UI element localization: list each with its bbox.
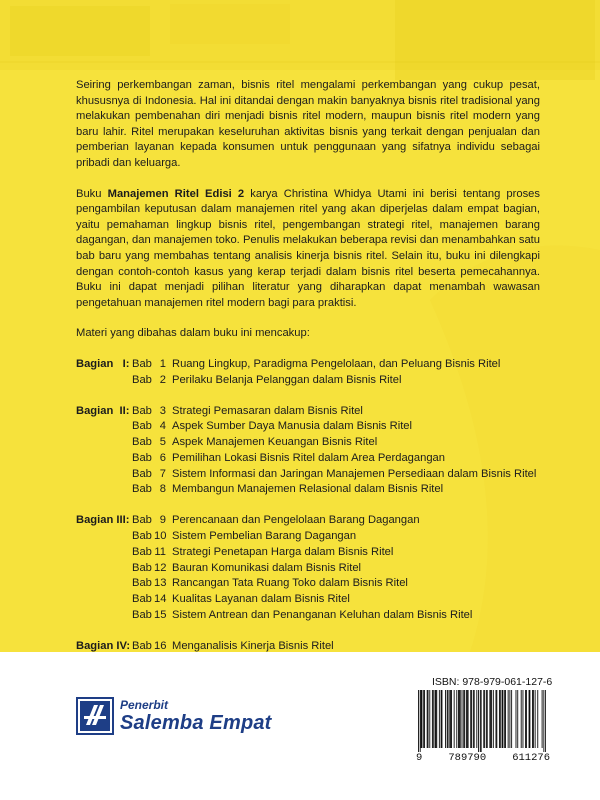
chapter-title: Bauran Komunikasi dalam Bisnis Ritel — [172, 561, 362, 574]
chapter-title: Perilaku Belanja Pelanggan dalam Bisnis Ritel — [172, 373, 402, 386]
barcode-bar — [427, 690, 428, 748]
chapter-title: Strategi Pemasaran dalam Bisnis Ritel — [172, 404, 363, 417]
barcode-bar — [529, 690, 530, 748]
paragraph-book — [76, 187, 540, 312]
toc-part — [76, 404, 540, 499]
barcode-bar — [504, 690, 505, 748]
barcode-digits — [416, 752, 550, 764]
isbn-barcode — [418, 690, 546, 752]
barcode-bar — [489, 690, 490, 748]
barcode-digit-right: 611276 — [512, 752, 550, 764]
barcode-bar — [500, 690, 501, 748]
barcode-bar — [442, 690, 443, 748]
barcode-bar — [439, 690, 440, 748]
barcode-bar — [535, 690, 536, 748]
chapter-num: 13 — [154, 577, 167, 590]
barcode-bar — [423, 690, 424, 748]
chapter-bab: Bab — [132, 451, 152, 464]
chapter-row — [132, 576, 540, 592]
barcode-bar — [471, 690, 472, 748]
chapter-row — [132, 529, 540, 545]
barcode-bar — [473, 690, 474, 748]
chapter-bab: Bab — [132, 404, 152, 417]
barcode-bar — [429, 690, 430, 748]
chapter-bab: Bab — [132, 373, 152, 386]
chapter-title: Rancangan Tata Ruang Toko dalam Bisnis Ritel — [172, 577, 408, 590]
chapter-num: 14 — [154, 593, 167, 606]
chapter-bab: Bab — [132, 357, 152, 370]
chapter-title: Ruang Lingkup, Paradigma Pengelolaan, dan Peluang Bisnis Ritel — [172, 357, 501, 370]
text-area — [76, 78, 540, 652]
chapter-bab: Bab — [132, 483, 152, 496]
chapter-num: 8 — [159, 483, 166, 496]
chapter-bab: Bab — [132, 436, 152, 449]
chapter-row — [132, 561, 540, 577]
barcode-digit-left: 789790 — [448, 752, 487, 764]
chapter-num: 12 — [154, 561, 167, 574]
barcode-bar — [496, 690, 497, 748]
chapter-row — [132, 419, 540, 435]
toc-part — [76, 513, 540, 624]
barcode-bar — [470, 690, 471, 748]
barcode-bar — [487, 690, 488, 748]
barcode-bar — [451, 690, 452, 748]
chapter-bab: Bab — [132, 545, 152, 558]
chapter-bab: Bab — [132, 609, 152, 622]
barcode-bar — [441, 690, 442, 748]
barcode-bar — [474, 690, 475, 748]
barcode-bar — [454, 690, 455, 748]
barcode-bar — [435, 690, 436, 748]
barcode-bar — [502, 690, 503, 748]
barcode-bar — [484, 690, 485, 748]
chapter-title: Perencanaan dan Pengelolaan Barang Dagangan — [172, 514, 420, 527]
barcode-bar — [428, 690, 429, 748]
barcode-bar — [458, 690, 459, 748]
toc-part — [76, 357, 540, 389]
barcode-bar — [424, 690, 425, 748]
barcode-bar — [433, 690, 434, 748]
chapter-title: Kualitas Layanan dalam Bisnis Ritel — [172, 593, 350, 606]
barcode-bar — [432, 690, 433, 748]
barcode-bar — [486, 690, 487, 748]
barcode-bar — [532, 690, 533, 748]
chapter-title: Membangun Manajemen Relasional dalam Bisnis Ritel — [172, 483, 444, 496]
barcode-bar — [525, 690, 526, 748]
barcode-bar — [516, 690, 517, 748]
para2-rest: karya Christina Whidya Utami ini berisi tentang proses pengambilan keputusan dalam manajemen ritel yang akan diperjelas dalam empat bagian, yaitu pemahaman lingkup bisnis ritel, pengembangan strategi ritel, manajemen barang dagangan, dan manajemen toko. Penulis melakukan beberapa revisi dan menambahkan satu bab baru yang membahas tentang analisis kinerja bisnis ritel. Selain itu, buku ini dilengkapi dengan contoh-contoh kasus yang kerap terjadi dalam bisnis ritel beserta pemecahannya. Buku ini dapat menjadi pilihan literatur yang diharapkan dapat menambah wawasan pengetahuan manajemen ritel modern bagi para praktisi. — [76, 187, 540, 309]
chapter-bab: Bab — [132, 577, 152, 590]
chapter-bab: Bab — [132, 639, 152, 652]
isbn-label: ISBN: 978-979-061-127-6 — [432, 676, 553, 688]
chapter-bab: Bab — [132, 530, 152, 543]
chapter-row — [132, 513, 540, 529]
chapter-row — [132, 467, 540, 483]
table-of-contents — [76, 357, 540, 652]
barcode-bar — [448, 690, 449, 748]
chapter-num: 10 — [154, 530, 167, 543]
chapter-title: Sistem Pembelian Barang Dagangan — [172, 530, 357, 543]
publisher-label: Penerbit — [120, 698, 169, 712]
barcode-bar — [464, 690, 465, 748]
toc-intro: Materi yang dibahas dalam buku ini mencakup: — [76, 327, 310, 340]
para2-start: Buku — [76, 187, 108, 200]
barcode-bar — [491, 690, 492, 748]
chapter-bab: Bab — [132, 593, 152, 606]
barcode-bar — [476, 690, 477, 748]
barcode-bar — [449, 690, 450, 748]
chapter-title: Aspek Sumber Daya Manusia dalam Bisnis Ritel — [172, 420, 413, 433]
chapter-bab: Bab — [132, 420, 152, 433]
barcode-bar — [450, 690, 451, 748]
chapter-title: Menganalisis Kinerja Bisnis Ritel — [172, 639, 334, 652]
barcode-bar — [526, 690, 527, 748]
barcode-bar — [459, 690, 460, 748]
chapter-row — [132, 608, 540, 624]
barcode-bar — [517, 690, 518, 748]
chapter-row — [132, 482, 540, 498]
chapter-row — [132, 545, 540, 561]
barcode-bar — [468, 690, 469, 748]
barcode-bar — [462, 690, 463, 748]
chapter-bab: Bab — [132, 467, 152, 480]
barcode-bar — [521, 690, 522, 748]
part-label: Bagian II: — [76, 404, 130, 417]
chapter-num: 15 — [154, 609, 167, 622]
chapter-num: 6 — [159, 451, 166, 464]
chapter-row — [132, 373, 540, 389]
barcode-bar — [505, 690, 506, 748]
barcode-bar — [436, 690, 437, 748]
chapter-title: Strategi Penetapan Harga dalam Bisnis Ritel — [172, 545, 394, 558]
barcode-bar — [421, 690, 422, 748]
part-label: Bagian I: — [76, 357, 130, 370]
barcode-bar — [533, 690, 534, 748]
barcode-bar — [509, 690, 510, 748]
book-title: Manajemen Ritel Edisi 2 — [107, 187, 245, 200]
chapter-num: 3 — [159, 404, 166, 417]
part-label: Bagian IV: — [76, 639, 131, 652]
barcode-bar — [456, 690, 457, 748]
chapter-row — [132, 357, 540, 373]
salemba-logo-icon — [76, 697, 114, 735]
barcode-bar — [483, 690, 484, 748]
toc-part — [76, 639, 540, 652]
paragraph-intro: Seiring perkembangan zaman, bisnis ritel mengalami perkembangan yang cukup pesat, khususnya di Indonesia. Hal ini ditandai dengan makin banyaknya bisnis ritel tradisional yang melakukan pembenahan diri menjadi bisnis ritel modern, maupun bisnis ritel modern yang baru lahir. Ritel merupakan keseluruhan aktivitas bisnis yang terkait dengan penjualan dan pemberian layanan kepada konsumen untuk penggunaan yang sifatnya individu sebagai pribadi dan keluarga. — [76, 79, 540, 169]
barcode-bar — [421, 690, 422, 748]
chapter-title: Aspek Manajemen Keuangan Bisnis Ritel — [172, 436, 378, 449]
chapter-num: 1 — [159, 357, 166, 370]
chapter-num: 9 — [159, 514, 166, 527]
chapter-title: Sistem Informasi dan Jaringan Manajemen Persediaan dalam Bisnis Ritel — [172, 467, 537, 480]
barcode-bar — [463, 690, 464, 748]
chapter-title: Sistem Antrean dan Penanganan Keluhan dalam Bisnis Ritel — [172, 609, 473, 622]
barcode-bar — [490, 690, 491, 748]
chapter-num: 7 — [159, 467, 166, 480]
publisher-name: Salemba Empat — [120, 712, 272, 734]
barcode-bar — [545, 690, 546, 752]
barcode-bar — [508, 690, 509, 748]
barcode-bar — [481, 690, 482, 752]
barcode-bar — [499, 690, 500, 748]
barcode-bar — [445, 690, 446, 748]
barcode-bar — [502, 690, 503, 748]
barcode-bar — [542, 690, 543, 748]
barcode-bar — [418, 690, 419, 752]
barcode-bar — [480, 690, 481, 752]
chapter-bab: Bab — [132, 561, 152, 574]
chapter-row — [132, 435, 540, 451]
chapter-num: 11 — [154, 545, 166, 558]
barcode-bar — [460, 690, 461, 748]
barcode-bar — [478, 690, 479, 752]
barcode-bar — [529, 690, 530, 748]
barcode-bar — [447, 690, 448, 748]
barcode-bar — [537, 690, 538, 748]
barcode-bar — [495, 690, 496, 748]
chapter-row — [132, 592, 540, 608]
chapter-list — [132, 639, 540, 652]
barcode-bar — [543, 690, 544, 752]
chapter-num: 5 — [159, 436, 166, 449]
chapter-num: 16 — [154, 639, 167, 652]
chapter-title: Pemilihan Lokasi Bisnis Ritel dalam Area Perdagangan — [172, 451, 446, 464]
chapter-list — [132, 404, 540, 499]
barcode-bar — [466, 690, 467, 748]
barcode-digit-lead: 9 — [416, 752, 423, 764]
chapter-list — [132, 513, 540, 624]
publisher-logo — [76, 697, 272, 735]
chapter-row — [132, 639, 540, 652]
barcode-bar — [493, 690, 494, 748]
chapter-row — [132, 451, 540, 467]
barcode-bar — [467, 690, 468, 748]
chapter-num: 2 — [159, 373, 166, 386]
barcode-bar — [435, 690, 436, 748]
chapter-list — [132, 357, 540, 389]
chapter-row — [132, 404, 540, 420]
part-label: Bagian III: — [76, 514, 130, 527]
chapter-bab: Bab — [132, 514, 152, 527]
barcode-bar — [522, 690, 523, 748]
chapter-num: 4 — [159, 420, 166, 433]
barcode-bar — [420, 690, 421, 752]
barcode-bar — [511, 690, 512, 748]
